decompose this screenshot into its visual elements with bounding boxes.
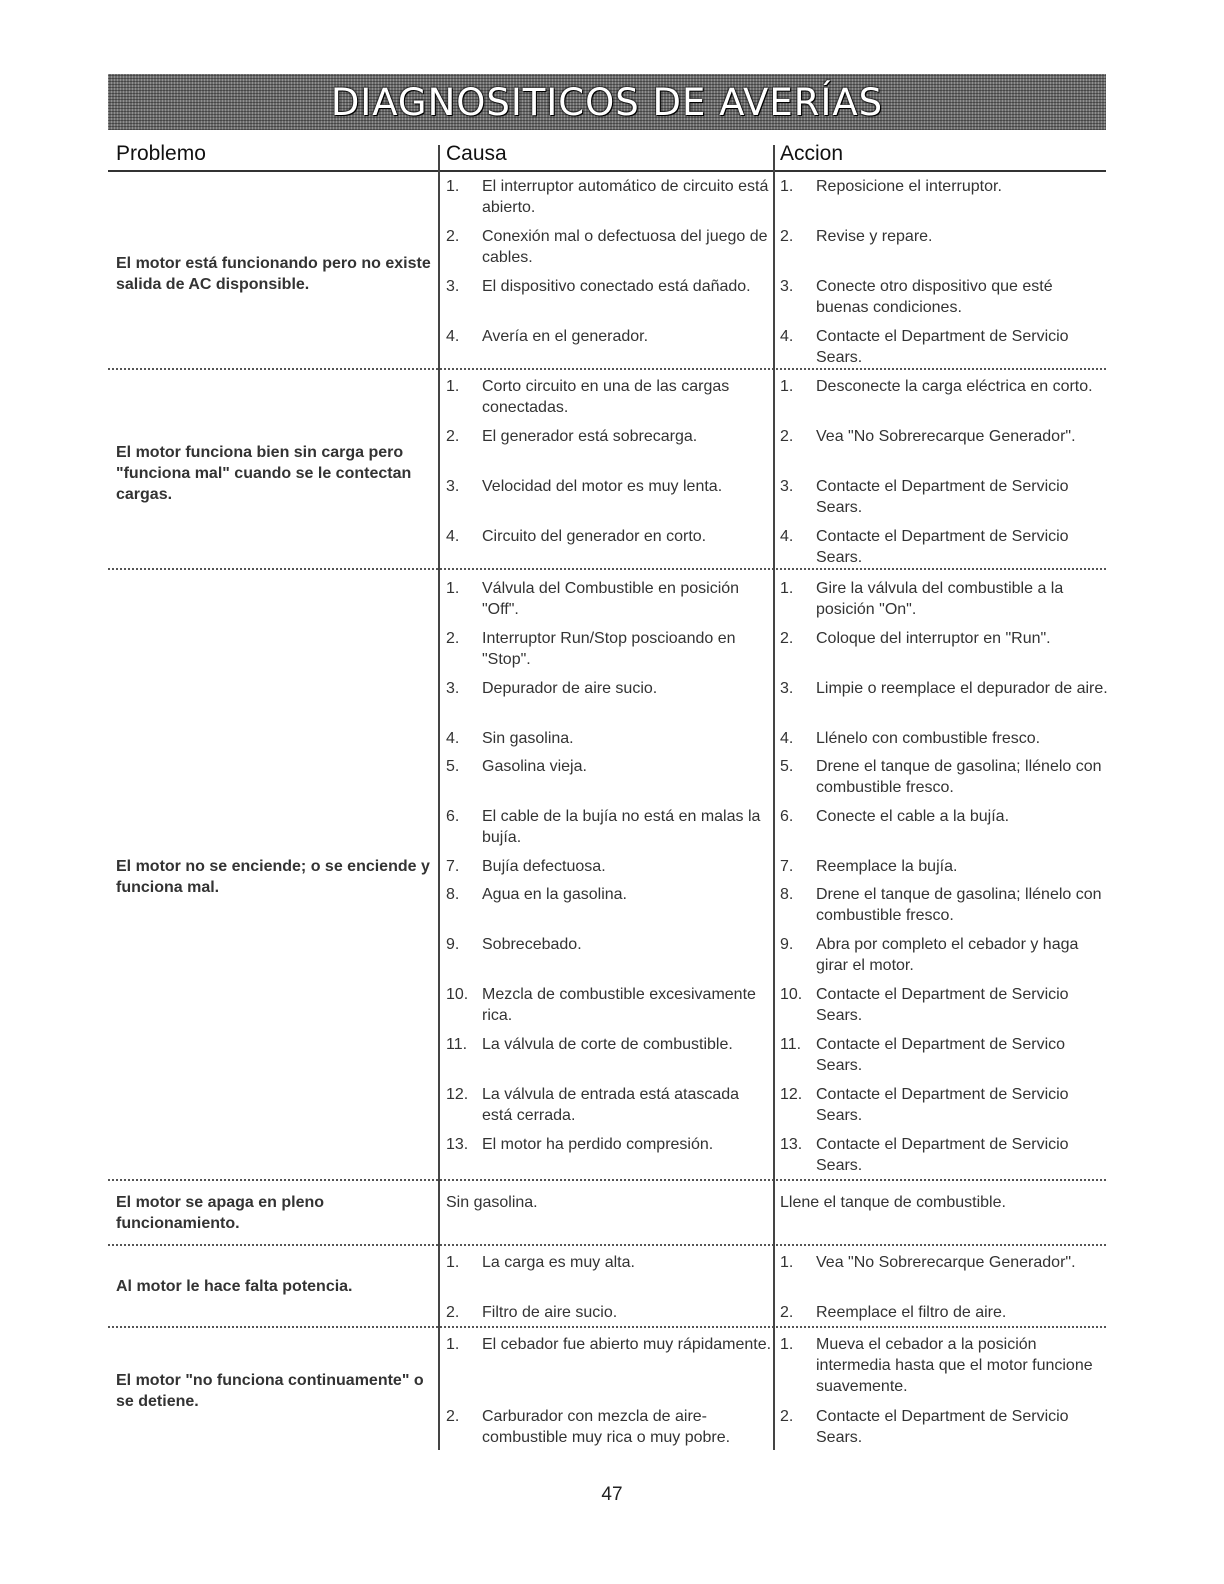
action-item-text: Contacte el Department de Servicio Sears.	[816, 1136, 1069, 1174]
action-item-text: Contacte el Department de Servicio Sears.	[816, 1086, 1069, 1124]
cause-item-text: La carga es muy alta.	[482, 1254, 635, 1271]
cause-item-number: 7.	[446, 858, 460, 875]
cause-item-number: 10.	[446, 986, 469, 1003]
action-item-number: 8.	[780, 886, 794, 903]
action-item-number: 1.	[780, 580, 794, 597]
column-divider	[438, 145, 440, 1450]
action-item-number: 1.	[780, 1336, 794, 1353]
action-item-text: Reemplace la bujía.	[816, 858, 958, 875]
action-item-text: Conecte otro dispositivo que esté buenas condiciones.	[816, 278, 1053, 316]
action-item-text: Drene el tanque de gasolina; llénelo con combustible fresco.	[816, 758, 1102, 796]
cause-item-number: 1.	[446, 178, 460, 195]
action-item-text: Abra por completo el cebador y haga girar el motor.	[816, 936, 1079, 974]
row-divider	[108, 1326, 1106, 1328]
cause-item-number: 13.	[446, 1136, 469, 1153]
action-item: Llene el tanque de combustible.	[780, 1194, 1006, 1211]
cause-item-text: Interruptor Run/Stop poscioando en "Stop".	[482, 630, 736, 668]
page-number: 47	[601, 1484, 623, 1505]
action-item-text: Contacte el Department de Servico Sears.	[816, 1036, 1066, 1074]
cause-item-text: El interruptor automático de circuito está abierto.	[482, 178, 769, 216]
action-item-number: 4.	[780, 328, 794, 345]
cause-item-number: 1.	[446, 1336, 460, 1353]
cause-item-number: 4.	[446, 730, 460, 747]
action-item-number: 12.	[780, 1086, 803, 1103]
action-item-text: Reposicione el interruptor.	[816, 178, 1002, 195]
action-item-text: Contacte el Department de Servicio Sears.	[816, 986, 1069, 1024]
row-divider	[108, 568, 1106, 570]
action-item-number: 7.	[780, 858, 794, 875]
action-item-number: 9.	[780, 936, 794, 953]
action-item-number: 2.	[780, 228, 794, 245]
cause-item-number: 3.	[446, 680, 460, 697]
action-item-text: Llénelo con combustible fresco.	[816, 730, 1041, 747]
cause-item-number: 2.	[446, 1304, 460, 1321]
action-item-text: Conecte el cable a la bujía.	[816, 808, 1010, 825]
action-item-text: Contacte el Department de Servicio Sears.	[816, 478, 1069, 516]
action-item-number: 1.	[780, 178, 794, 195]
cause-item-number: 12.	[446, 1086, 469, 1103]
action-item-number: 3.	[780, 278, 794, 295]
action-item-number: 2.	[780, 428, 794, 445]
action-item-number: 1.	[780, 378, 794, 395]
cause-item-text: Carburador con mezcla de aire-combustible muy rica o muy pobre.	[482, 1408, 731, 1446]
action-item-number: 5.	[780, 758, 794, 775]
action-item-text: Vea "No Sobrerecarque Generador".	[816, 1254, 1076, 1271]
cause-item-text: El cable de la bujía no está en malas la bujía.	[482, 808, 761, 846]
cause-item-text: Avería en el generador.	[482, 328, 649, 345]
cause-item-text: Gasolina vieja.	[482, 758, 587, 775]
action-item-text: Gire la válvula del combustible a la posición "On".	[816, 580, 1064, 618]
title-banner	[108, 74, 1106, 130]
cause-item-number: 2.	[446, 228, 460, 245]
problem-6: El motor "no funciona continuamente" o se detiene.	[116, 1372, 424, 1410]
problem-1: El motor está funcionando pero no existe salida de AC disponsible.	[116, 255, 431, 293]
cause-item-text: Conexión mal o defectuosa del juego de cables.	[482, 228, 768, 266]
cause-item-number: 1.	[446, 378, 460, 395]
action-item-text: Drene el tanque de gasolina; llénelo con combustible fresco.	[816, 886, 1102, 924]
action-item-text: Desconecte la carga eléctrica en corto.	[816, 378, 1093, 395]
row-divider	[108, 1244, 1106, 1246]
cause-item-text: Sobrecebado.	[482, 936, 582, 953]
cause-item-text: Filtro de aire sucio.	[482, 1304, 618, 1321]
cause-item-text: El dispositivo conectado está dañado.	[482, 278, 751, 295]
cause-item-number: 1.	[446, 580, 460, 597]
cause-item-text: Agua en la gasolina.	[482, 886, 627, 903]
cause-item-number: 4.	[446, 328, 460, 345]
cause-item-text: El cebador fue abierto muy rápidamente.	[482, 1336, 772, 1353]
action-item-text: Contacte el Department de Servicio Sears.	[816, 528, 1069, 566]
cause-item-text: El generador está sobrecarga.	[482, 428, 698, 445]
cause-item-text: Válvula del Combustible en posición "Off".	[482, 580, 740, 618]
cause-item-text: Mezcla de combustible excesivamente rica.	[482, 986, 756, 1024]
row-divider	[108, 1179, 1106, 1181]
action-item-number: 3.	[780, 680, 794, 697]
cause-item-text: La válvula de corte de combustible.	[482, 1036, 733, 1053]
action-item-text: Mueva el cebador a la posición intermedia hasta que el motor funcione suavemente.	[816, 1336, 1093, 1395]
cause-item-number: 4.	[446, 528, 460, 545]
cause-item-number: 8.	[446, 886, 460, 903]
action-item-text: Reemplace el filtro de aire.	[816, 1304, 1007, 1321]
action-item-number: 4.	[780, 528, 794, 545]
action-item-number: 11.	[780, 1036, 802, 1053]
cause-item-text: Circuito del generador en corto.	[482, 528, 707, 545]
header-rule	[108, 170, 1106, 172]
row-divider	[108, 368, 1106, 370]
action-item-number: 2.	[780, 630, 794, 647]
action-item-text: Coloque del interruptor en "Run".	[816, 630, 1051, 647]
cause-item: Sin gasolina.	[446, 1194, 538, 1211]
problem-5: Al motor le hace falta potencia.	[116, 1278, 353, 1295]
problem-4: El motor se apaga en pleno funcionamiento.	[116, 1194, 325, 1232]
cause-item-number: 9.	[446, 936, 460, 953]
action-item-text: Limpie o reemplace el depurador de aire.	[816, 680, 1108, 697]
cause-item-number: 2.	[446, 630, 460, 647]
cause-item-number: 5.	[446, 758, 460, 775]
page-title: DIAGNOSITICOS DE AVERÍAS	[330, 80, 884, 124]
cause-item-number: 3.	[446, 478, 460, 495]
action-item-text: Contacte el Department de Servicio Sears.	[816, 1408, 1069, 1446]
problem-3: El motor no se enciende; o se enciende y funciona mal.	[116, 858, 430, 896]
action-item-text: Revise y repare.	[816, 228, 933, 245]
cause-item-text: El motor ha perdido compresión.	[482, 1136, 714, 1153]
action-item-number: 10.	[780, 986, 803, 1003]
cause-item-text: Corto circuito en una de las cargas conectadas.	[482, 378, 730, 416]
action-item-number: 4.	[780, 730, 794, 747]
problem-2: El motor funciona bien sin carga pero "funciona mal" cuando se le contectan cargas.	[116, 444, 412, 503]
action-item-number: 3.	[780, 478, 794, 495]
cause-item-text: La válvula de entrada está atascada está cerrada.	[482, 1086, 740, 1124]
cause-item-number: 6.	[446, 808, 460, 825]
cause-item-number: 2.	[446, 428, 460, 445]
cause-item-number: 2.	[446, 1408, 460, 1425]
cause-item-text: Velocidad del motor es muy lenta.	[482, 478, 723, 495]
action-item-number: 13.	[780, 1136, 803, 1153]
cause-item-text: Sin gasolina.	[482, 730, 574, 747]
action-item-number: 2.	[780, 1304, 794, 1321]
cause-item-number: 11.	[446, 1036, 468, 1053]
cause-item-text: Depurador de aire sucio.	[482, 680, 658, 697]
cause-item-number: 3.	[446, 278, 460, 295]
header-problem: Problemo	[116, 142, 206, 165]
header-cause: Causa	[446, 142, 507, 165]
action-item-text: Vea "No Sobrerecarque Generador".	[816, 428, 1076, 445]
column-divider	[773, 145, 775, 1450]
action-item-number: 2.	[780, 1408, 794, 1425]
action-item-number: 6.	[780, 808, 794, 825]
action-item-number: 1.	[780, 1254, 794, 1271]
cause-item-text: Bujía defectuosa.	[482, 858, 606, 875]
cause-item-number: 1.	[446, 1254, 460, 1271]
header-action: Accion	[780, 142, 844, 165]
action-item-text: Contacte el Department de Servicio Sears.	[816, 328, 1069, 366]
